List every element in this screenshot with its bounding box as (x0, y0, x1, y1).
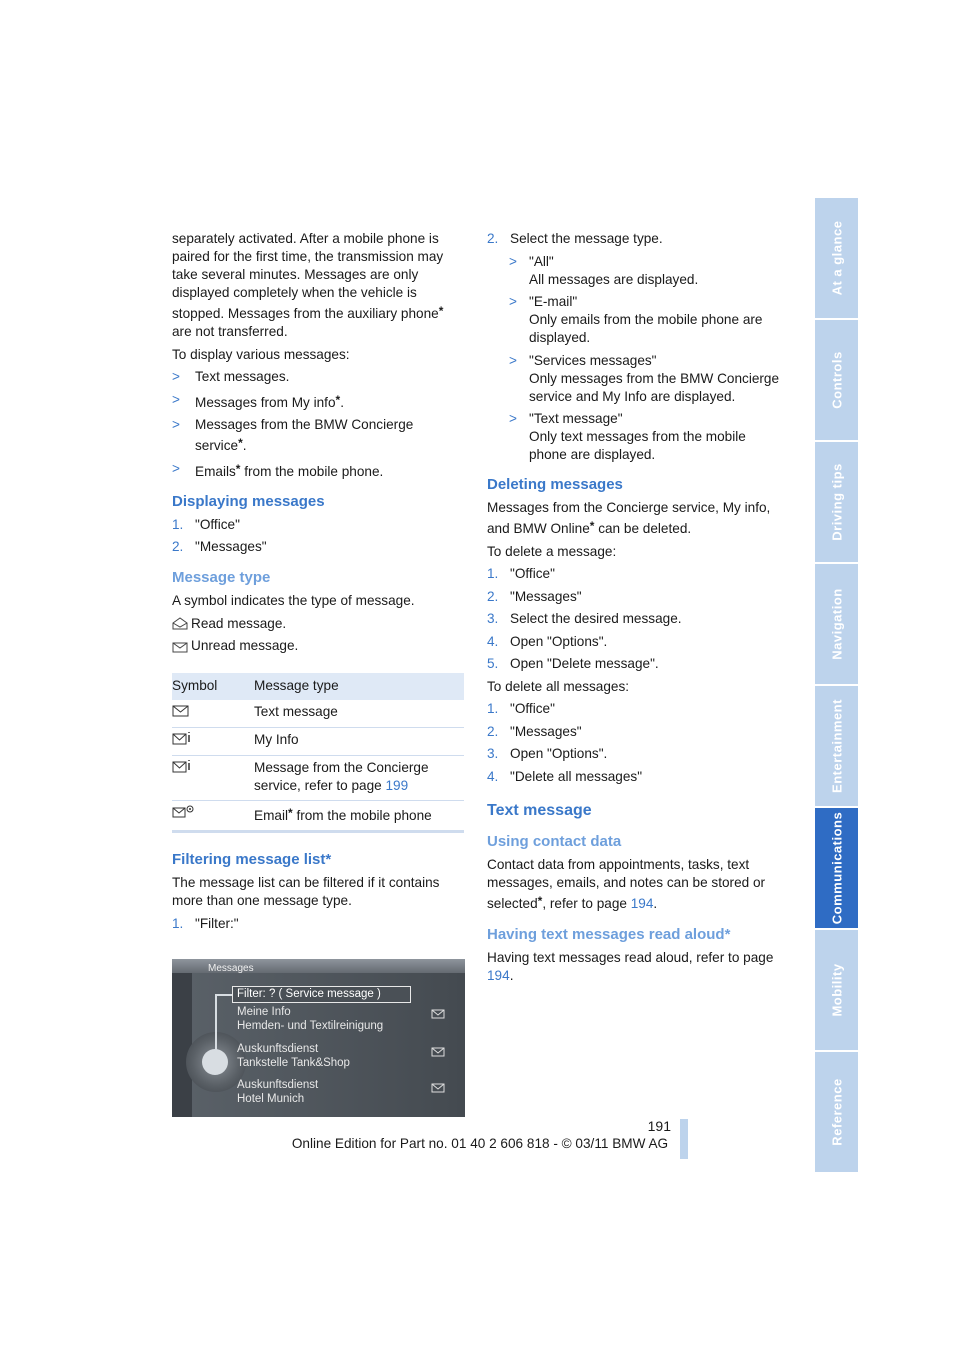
tab-communications[interactable]: Communications (815, 808, 858, 928)
screen-row: Tankstelle Tank&Shop (237, 1056, 350, 1069)
step-item: 5. Open "Delete message". (487, 656, 659, 671)
my-info-icon (172, 731, 192, 745)
table-row: Text message (172, 700, 464, 728)
displaying-heading: Displaying messages (172, 492, 325, 510)
read-aloud-text: Having text messages read aloud, refer to page 194. (487, 949, 774, 983)
screen-row: Auskunftsdienst (237, 1078, 319, 1091)
deleting-text: Messages from the Concierge service, My info, and BMW Online* can be deleted. (487, 500, 771, 536)
screen-row: Meine Info (237, 1005, 291, 1018)
table-header (172, 673, 464, 700)
tab-controls[interactable]: Controls (815, 320, 858, 440)
read-envelope-icon (172, 617, 188, 630)
delete-all-intro: To delete all messages: (487, 678, 630, 694)
email-icon (172, 804, 194, 818)
message-type-table (172, 673, 464, 833)
text-message-icon (172, 703, 190, 717)
page-link[interactable]: 194 (630, 895, 654, 911)
display-intro: To display various messages: (172, 346, 350, 362)
callout-line (215, 994, 217, 1062)
tab-at-a-glance[interactable]: At a glance (815, 198, 858, 318)
contact-data-heading: Using contact data (487, 832, 622, 850)
page-link[interactable]: 194 (487, 967, 510, 983)
step-item: 1. "Filter:" (172, 915, 239, 931)
tab-driving-tips[interactable]: Driving tips (815, 442, 858, 562)
intro-paragraph: separately activated. After a mobile phone is paired for the first time, the transmission may take several minutes. Messages are only displayed completely when the vehicle is stopped. Messages from the auxiliary phone* are not transferred. (172, 231, 444, 339)
footer: Online Edition for Part no. 01 40 2 606 818 - © 03/11 BMW AG (291, 1136, 669, 1151)
contact-data-text: Contact data from appointments, tasks, text messages, emails, and notes can be stored or selected*, refer to page 194. (487, 856, 766, 911)
message-type-heading: Message type (172, 569, 271, 586)
col-symbol: Symbol (172, 673, 254, 700)
filtering-heading: Filtering message list* (172, 851, 332, 868)
tab-reference[interactable]: Reference (815, 1052, 858, 1172)
step-item: 1. "Office" (487, 701, 555, 716)
option-item: > "Text message" Only text messages from the mobile phone are displayed. (509, 411, 746, 462)
list-item: > Messages from My info*. (172, 391, 344, 410)
deleting-heading: Deleting messages (487, 476, 623, 493)
message-icon (431, 1081, 447, 1093)
tab-mobility[interactable]: Mobility (815, 930, 858, 1050)
option-item: > "Services messages" Only messages from the BMW Concierge service and My Info are displayed. (509, 352, 780, 404)
screen-title: Messages (208, 962, 254, 974)
read-message-legend: Read message. (172, 615, 464, 633)
option-item: > "E-mail" Only emails from the mobile phone are displayed. (509, 294, 763, 345)
step-item: 1. "Office" (172, 516, 240, 532)
step-item: 2. Select the message type. (487, 231, 663, 246)
step-item: 1. "Office" (487, 566, 555, 581)
right-column (487, 230, 783, 989)
step-item: 2. "Messages" (487, 723, 582, 739)
page-number: 191 (647, 1118, 671, 1134)
step-item: 4. Open "Options". (487, 633, 608, 649)
list-item: > Text messages. (172, 369, 290, 384)
read-aloud-heading: Having text messages read aloud* (487, 925, 731, 943)
unread-envelope-icon (172, 640, 188, 653)
step-item: 2. "Messages" (487, 588, 582, 604)
step-item: 3. Open "Options". (487, 746, 608, 761)
left-column (172, 230, 464, 1117)
delete-one-intro: To delete a message: (487, 543, 617, 559)
chapter-tabs (815, 198, 858, 1174)
tab-navigation[interactable]: Navigation (815, 564, 858, 684)
message-icon (431, 1045, 447, 1057)
option-item: > "All" All messages are displayed. (509, 253, 699, 287)
concierge-icon (172, 759, 192, 773)
table-row: Email* from the mobile phone (172, 801, 464, 832)
table-row: Message from the Concierge service, refer to page 199 (172, 756, 464, 801)
screen-row: Hemden- und Textilreinigung (237, 1019, 384, 1032)
col-message-type: Message type (254, 673, 464, 700)
message-icon (431, 1007, 447, 1019)
step-item: 3. Select the desired message. (487, 611, 682, 626)
text-message-heading: Text message (487, 801, 592, 819)
screen-filter-field: Filter: ? ( Service message ) (232, 986, 411, 1003)
table-row: My Info (172, 728, 464, 756)
step-item: 4. "Delete all messages" (487, 768, 643, 784)
page-link[interactable]: 199 (385, 778, 409, 793)
tab-entertainment[interactable]: Entertainment (815, 686, 858, 806)
list-item: > Emails* from the mobile phone. (172, 460, 384, 479)
list-item: > Messages from the BMW Concierge service*. (172, 417, 414, 453)
filtering-text: The message list can be filtered if it contains more than one message type. (172, 875, 440, 908)
screen-row: Hotel Munich (237, 1092, 305, 1105)
step-item: 2. "Messages" (172, 539, 267, 554)
screen-row: Auskunftsdienst (237, 1042, 319, 1055)
message-type-text: A symbol indicates the type of message. (172, 593, 415, 608)
idrive-screenshot (172, 959, 465, 1117)
unread-message-legend: Unread message. (172, 637, 464, 655)
